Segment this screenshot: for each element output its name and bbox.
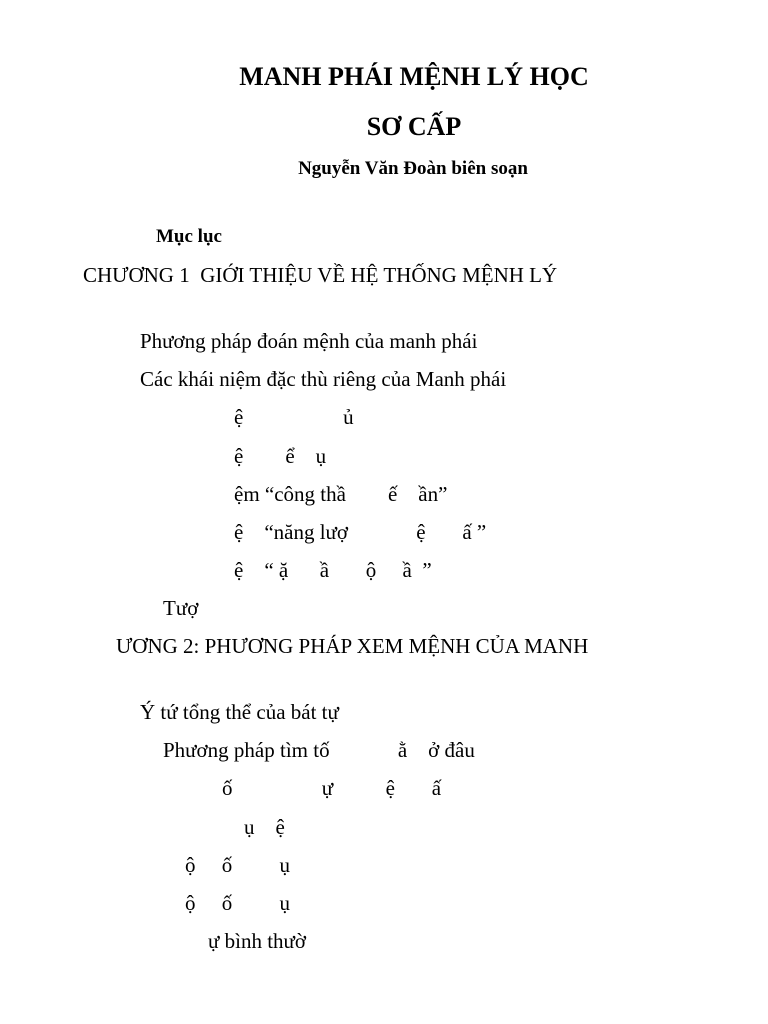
toc-line-fragment: ộ ố ụ [185, 891, 290, 915]
toc-chapter-2: ƯƠNG 2: PHƯƠNG PHÁP XEM MỆNH CỦA MANH [116, 634, 589, 658]
toc-line-fragment: ệ “năng lượ ệ ấ ” [234, 520, 487, 544]
toc-line: Các khái niệm đặc thù riêng của Manh phái [140, 367, 507, 391]
toc-chapter-1: CHƯƠNG 1 GIỚI THIỆU VỀ HỆ THỐNG MỆNH LÝ [83, 263, 558, 287]
document-title: MANH PHÁI MỆNH LÝ HỌC [239, 62, 589, 91]
toc-line-fragment: ố ự ệ ấ [222, 776, 442, 800]
document-author: Nguyễn Văn Đoàn biên soạn [298, 158, 528, 179]
document-subtitle: SƠ CẤP [366, 112, 462, 141]
toc-line-fragment: Tượ [163, 596, 199, 620]
toc-line-fragment: ệ “ ặ ầ ộ ầ ” [234, 558, 432, 582]
toc-line-fragment: ụ ệ [244, 815, 285, 839]
toc-heading: Mục lục [156, 226, 222, 247]
toc-line: Phương pháp đoán mệnh của manh phái [140, 329, 478, 353]
toc-line-fragment: Phương pháp tìm tố ằ ở đâu [163, 738, 475, 762]
toc-line: Ý tứ tổng thể của bát tự [140, 700, 339, 724]
toc-line-fragment: ộ ố ụ [185, 853, 290, 877]
toc-line-fragment: ệm “công thầ ế ần” [234, 482, 448, 506]
toc-line-fragment: ệ ủ [234, 405, 354, 429]
toc-line-fragment: ự bình thườ [208, 929, 307, 953]
toc-line-fragment: ệ ể ụ [234, 444, 327, 468]
